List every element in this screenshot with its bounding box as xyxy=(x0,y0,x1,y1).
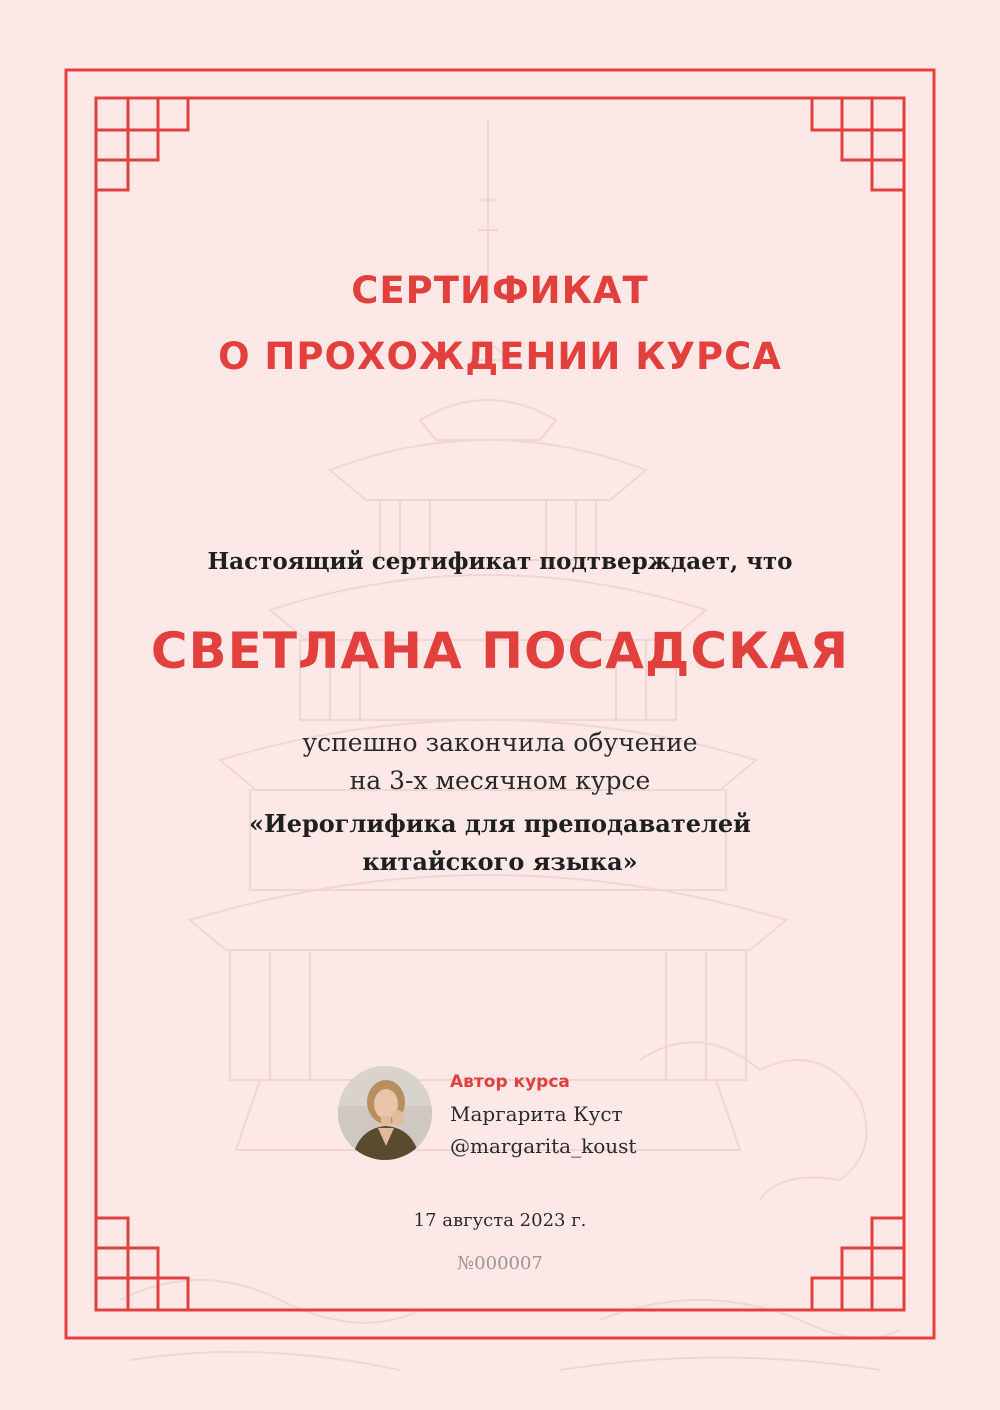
course-name-line1: «Иероглифика для преподавателей xyxy=(249,809,751,838)
author-photo-icon xyxy=(338,1066,432,1160)
completion-line1: успешно закончила обучение xyxy=(302,728,698,757)
issue-date: 17 августа 2023 г. xyxy=(413,1210,587,1231)
author-label: Автор курса xyxy=(450,1072,570,1092)
confirm-statement: Настоящий сертификат подтверждает, что xyxy=(207,548,793,575)
certificate-number: №000007 xyxy=(457,1253,543,1274)
recipient-name: СВЕТЛАНА ПОСАДСКАЯ xyxy=(150,622,850,680)
completion-line2: на 3-х месячном курсе xyxy=(349,766,651,795)
author-block xyxy=(338,1066,698,1166)
author-handle: @margarita_koust xyxy=(450,1134,637,1158)
avatar xyxy=(338,1066,432,1160)
certificate-title-line1: СЕРТИФИКАТ xyxy=(351,269,649,312)
certificate-title-line2: О ПРОХОЖДЕНИИ КУРСА xyxy=(218,335,782,378)
author-name: Маргарита Куст xyxy=(450,1102,623,1126)
course-name-line2: китайского языка» xyxy=(362,847,638,876)
